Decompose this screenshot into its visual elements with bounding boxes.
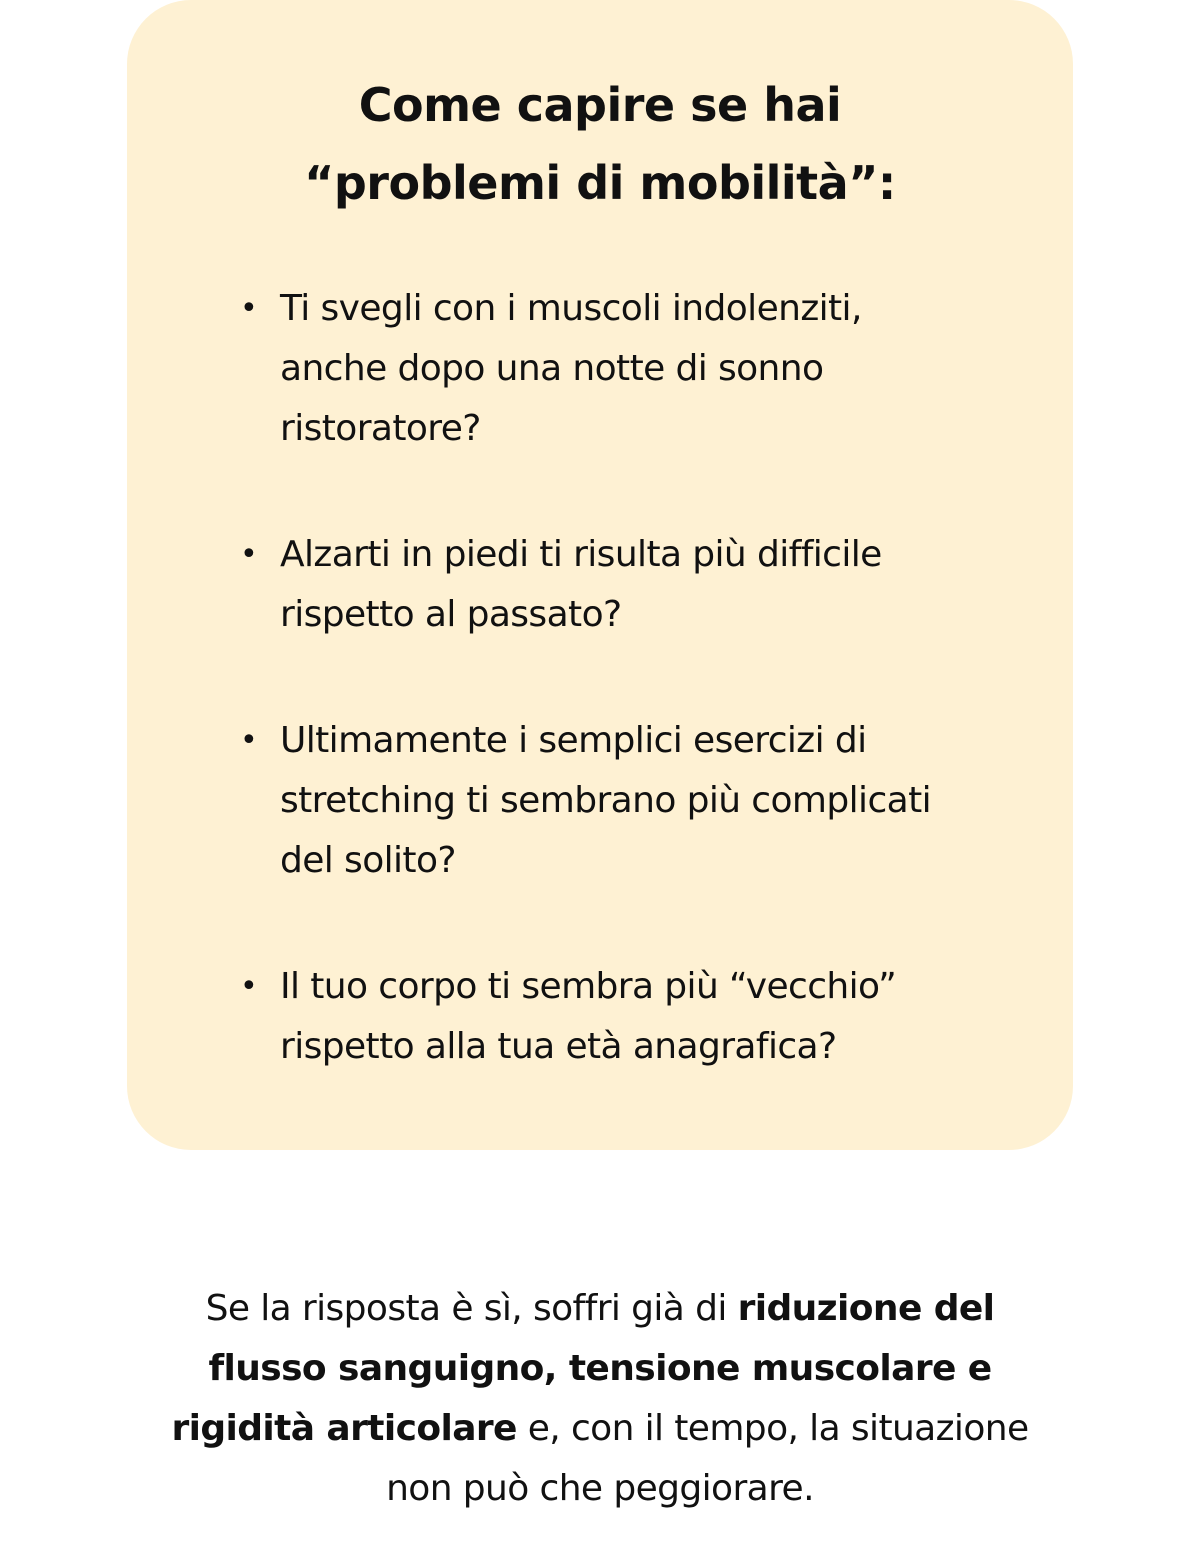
list-item-line: stretching ti sembrano più complicati [280, 780, 932, 821]
conclusion-text: Se la risposta è sì, soffri già di [205, 1288, 738, 1329]
list-item-line: rispetto al passato? [280, 594, 622, 635]
list-item-line: rispetto alla tua età anagrafica? [280, 1026, 837, 1067]
bullet-icon: • [240, 291, 258, 326]
conclusion-text: e, con il tempo, la situazione [516, 1408, 1029, 1449]
list-item-line: Ti svegli con i muscoli indolenziti, [280, 288, 862, 329]
card-title-line-1: Come capire se hai [358, 78, 842, 132]
list-item-text [280, 279, 980, 459]
conclusion-emphasis: rigidità articolare [171, 1408, 517, 1449]
conclusion-line-4 [0, 1459, 1200, 1519]
conclusion-emphasis: riduzione del [737, 1288, 995, 1329]
mobility-card [127, 0, 1073, 1150]
list-item-text [280, 957, 980, 1077]
list-item-line: anche dopo una notte di sonno [280, 348, 824, 389]
conclusion-text: non può che peggiorare. [386, 1468, 814, 1509]
conclusion-emphasis: flusso sanguigno, tensione muscolare e [208, 1348, 992, 1389]
list-item-line: Ultimamente i semplici esercizi di [280, 720, 867, 761]
question-list [127, 0, 1073, 1150]
list-item-line: Alzarti in piedi ti risulta più difficile [280, 534, 882, 575]
bullet-icon: • [240, 537, 258, 572]
list-item-line: Il tuo corpo ti sembra più “vecchio” [280, 966, 897, 1007]
conclusion-line-2 [0, 1339, 1200, 1399]
list-item-line: del solito? [280, 840, 456, 881]
conclusion-line-1 [0, 1279, 1200, 1339]
bullet-icon: • [240, 969, 258, 1004]
bullet-icon: • [240, 723, 258, 758]
conclusion-paragraph [0, 1279, 1200, 1519]
list-item-text [280, 525, 980, 645]
conclusion-line-3 [0, 1399, 1200, 1459]
list-item-line: ristoratore? [280, 408, 481, 449]
list-item-text [280, 711, 980, 891]
card-title-line-2: “problemi di mobilità”: [304, 156, 896, 210]
